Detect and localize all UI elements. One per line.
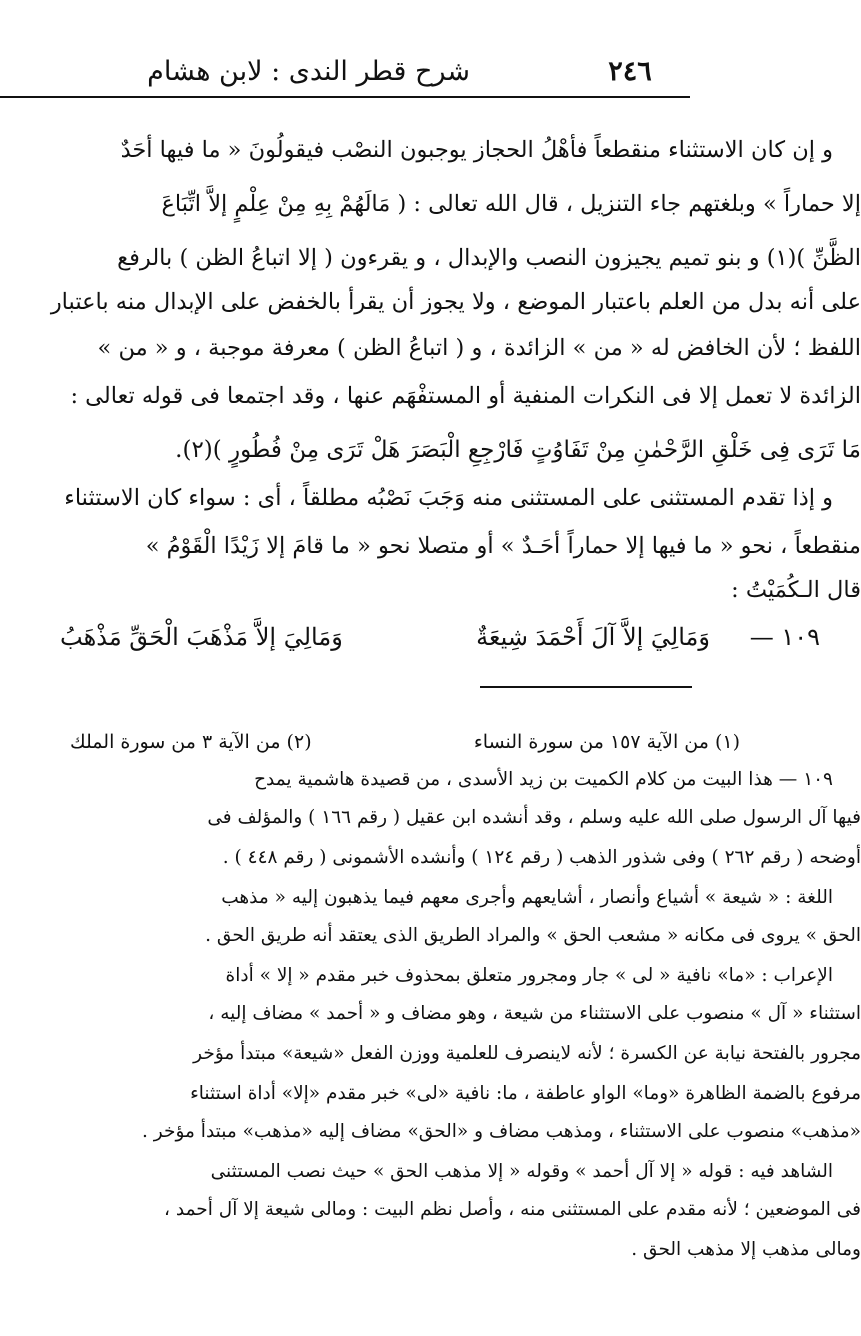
verse-second-hemistich: وَمَالِيَ إلاَّ مَذْهَبَ الْحَقِّ مَذْهَبُ [60, 623, 343, 651]
footnote-2: (٢) من الآية ٣ من سورة الملك [70, 731, 312, 753]
verse-number: ١٠٩ — [749, 623, 820, 651]
footnote-line: أوضحه ( رقم ٢٦٢ ) وفى شذور الذهب ( رقم ١٢٤ ) وأنشده الأشمونى ( رقم ٤٤٨ ) . [222, 847, 861, 868]
main-text-line: على أنه بدل من العلم باعتبار الموضع ، ولا يجوز أن يقرأ بالخفض على الإبدال منه باعتبار [50, 289, 861, 315]
footnote-line: فى الموضعين ؛ لأنه مقدم على المستثنى منه ، وأصل نظم البيت : ومالى شيعة إلا آل أحمد ، [164, 1199, 861, 1220]
main-text-line: و إن كان الاستثناء منقطعاً فأهْلُ الحجاز يوجبون النصْب فيقولُونَ « ما فيها أحَدٌ [120, 137, 833, 163]
footnote-line: مرفوع بالضمة الظاهرة «وما» الواو عاطفة ، ما: نافية «لى» خبر مقدم «إلا» أداة استثناء [190, 1083, 861, 1104]
footnote-line: استثناء « آل » منصوب على الاستثناء من شيعة ، وهو مضاف و « أحمد » مضاف إليه ، [208, 1003, 861, 1024]
page-number: ٢٤٦ [608, 56, 652, 87]
footnote-line: الشاهد فيه : قوله « إلا آل أحمد » وقوله « إلا مذهب الحق » حيث نصب المستثنى [210, 1161, 833, 1182]
main-text-line: قال الـكُمَيْتُ : [731, 577, 861, 603]
footnote-1: (١) من الآية ١٥٧ من سورة النساء [473, 731, 740, 753]
footnote-line: ١٠٩ — هذا البيت من كلام الكميت بن زيد الأسدى ، من قصيدة هاشمية يمدح [254, 769, 833, 790]
main-text-line: اللفظ ؛ لأن الخافض له « من » الزائدة ، و ( اتباعُ الظن ) معرفة موجبة ، و « من » [97, 335, 861, 361]
footnote-references [60, 722, 740, 762]
running-title: شرح قطر الندى : لابن هشام [147, 56, 470, 87]
footnote-line: مجرور بالفتحة نيابة عن الكسرة ؛ لأنه لاينصرف للعلمية ووزن الفعل «شيعة» مبتدأ مؤخر [193, 1043, 861, 1064]
footnote-rule [480, 686, 692, 688]
main-text-line: الظَّنِّ )(١) و بنو تميم يجيزون النصب والإبدال ، و يقرءون ( إلا اتباعُ الظن ) بالرفع [117, 245, 861, 271]
footnote-line: الحق » يروى فى مكانه « مشعب الحق » والمراد الطريق الذى يعتقد أنه طريق الحق . [205, 925, 861, 946]
main-text-line: منقطعاً ، نحو « ما فيها إلا حماراً أحَـدٌ » أو متصلا نحو « ما قامَ إلا زَيْدًا الْقَوْمُ » [145, 533, 861, 559]
footnote-line: ومالى مذهب إلا مذهب الحق . [631, 1239, 861, 1260]
main-text-line: الزائدة لا تعمل إلا فى النكرات المنفية أو المستفْهَم عنها ، وقد اجتمعا فى قوله تعالى : [70, 383, 861, 409]
footnote-line: فيها آل الرسول صلى الله عليه وسلم ، وقد أنشده ابن عقيل ( رقم ١٦٦ ) والمؤلف فى [207, 807, 861, 828]
header-rule [0, 96, 690, 98]
main-text-line: و إذا تقدم المستثنى على المستثنى منه وَجَبَ نَصْبُه مطلقاً ، أى : سواء كان الاستثناء [64, 485, 833, 511]
main-text-line: إلا حماراً » وبلغتهم جاء التنزيل ، قال الله تعالى : ( مَالَهُمْ بِهِ مِنْ عِلْمٍ إلاَّ اتِّبَاعَ [161, 191, 861, 217]
footnote-line: «مذهب» منصوب على الاستثناء ، ومذهب مضاف و «الحق» مضاف إليه «مذهب» مبتدأ مؤخر . [142, 1121, 861, 1142]
quran-quote-line: مَا تَرَى فِى خَلْقِ الرَّحْمٰنِ مِنْ تَفَاوُتٍ فَارْجِعِ الْبَصَرَ هَلْ تَرَى مِنْ فُطُورٍ )(٢). [175, 437, 861, 463]
verse-first-hemistich: وَمَالِيَ إلاَّ آلَ أَحْمَدَ شِيعَةٌ [476, 623, 710, 651]
footnote-line: الإعراب : «ما» نافية « لى » جار ومجرور متعلق بمحذوف خبر مقدم « إلا » أداة [225, 965, 833, 986]
poetry-verse [40, 612, 820, 662]
footnote-line: اللغة : « شيعة » أشياع وأنصار ، أشايعهم وأجرى معهم فيما يذهبون إليه « مذهب [221, 887, 833, 908]
